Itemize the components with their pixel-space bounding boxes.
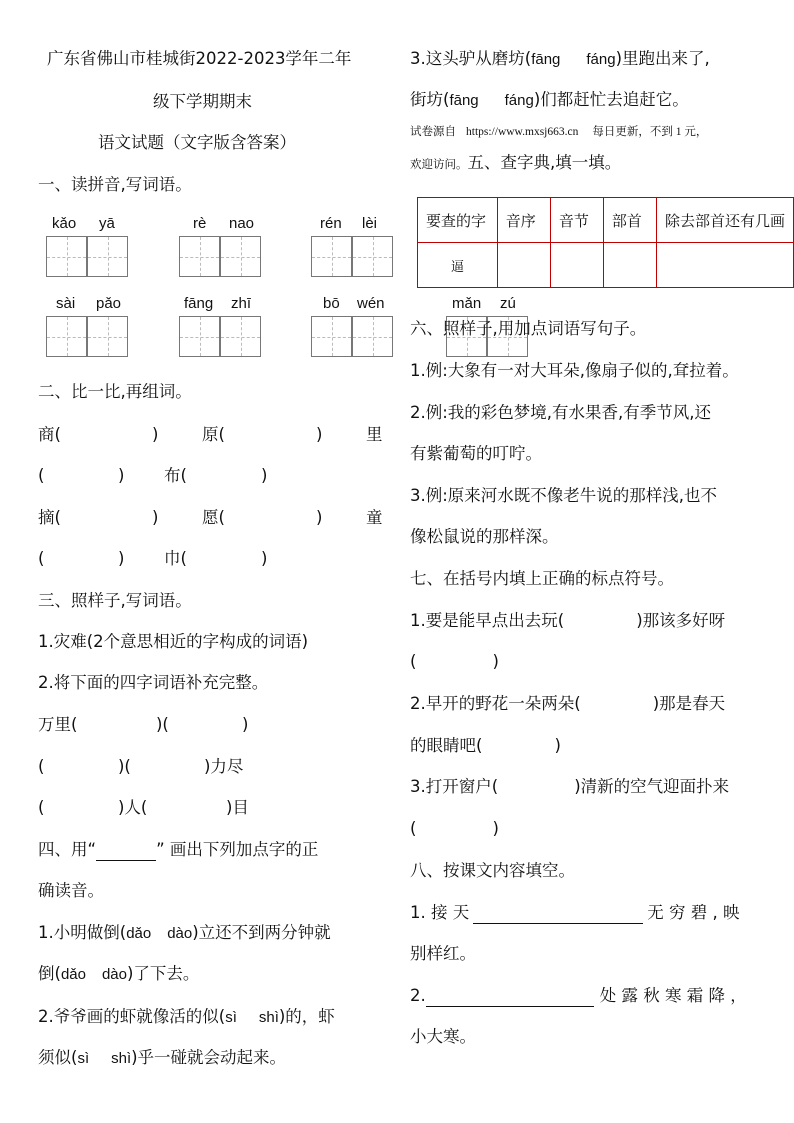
idiom-part: )( [156,715,169,734]
section-8-heading: 八、按课文内容填空。 [410,861,575,880]
pinyin-option[interactable]: sì [225,1009,237,1026]
paren-close: ) [492,819,499,838]
pinyin-label: nao [229,215,255,232]
ad-text: 试卷源自 [410,126,456,138]
text-segment: )那该多好呀 [636,611,726,630]
text-segment: )立还不到两分钟就 [192,923,331,942]
pinyin-option[interactable]: dào [101,966,127,983]
s8-q1-line-b: 别样红。 [410,944,476,963]
writing-grid-cell[interactable] [311,316,352,357]
pinyin-label: kǎo [52,215,77,232]
pinyin-label: wén [357,295,385,312]
char-prompt: 摘( [38,508,61,527]
s4-heading-part: ” 画出下列加点字的正 [156,840,319,859]
pinyin-label: bō [323,295,340,312]
writing-grid-cell[interactable] [220,316,261,357]
text-segment: 处 露 秋 寒 霜 降 ， [599,986,747,1005]
s7-q2-line-a [410,693,725,715]
idiom-part: )( [118,757,131,776]
char-prompt: 愿( [202,508,225,527]
table-header-cell: 除去部首还有几画 [656,198,793,243]
ad-text: 欢迎访问。 [410,159,468,171]
table-header-cell: 要查的字 [418,198,498,243]
s4-q3-line-b [410,89,689,112]
fill-blank-line[interactable] [426,988,594,1007]
s7-q3-line-a [410,776,729,798]
pinyin-option[interactable]: dào [167,925,193,942]
paren-open: ( [38,466,45,485]
paren-close: ) [261,466,268,485]
s4-q1-line-a [38,922,331,945]
text-segment: )那是春天 [652,694,726,713]
char-prompt: 巾( [164,549,187,568]
pinyin-option[interactable]: shì [258,1009,279,1026]
section-3-heading: 三、照样子,写词语。 [38,591,192,610]
text-segment: 3.这头驴从磨坊( [410,49,532,68]
writing-grid-cell[interactable] [46,236,87,277]
pinyin-label: zú [500,295,516,312]
s8-q1-line-a [410,902,739,924]
pinyin-option[interactable]: dǎo [60,966,86,983]
pinyin-label: fāng [184,295,214,312]
table-header-cell: 部首 [603,198,656,243]
paren-close: ) [118,549,125,568]
pinyin-label: mǎn [452,295,482,312]
char-prompt: 童 [366,508,383,527]
pinyin-label: sài [56,295,76,312]
title-line-2: 级下学期期末 [153,92,252,111]
section-4-heading [38,839,318,861]
ad-link[interactable]: https://www.mxsj663.cn [466,126,579,138]
writing-grid-cell[interactable] [220,236,261,277]
s4-q2-line-a [38,1006,335,1029]
title-line-3: 语文试题（文字版含答案） [98,133,296,152]
text-segment: 1. 接 天 [410,903,470,922]
s3-question-1: 1.灾难(2个意思相近的字构成的词语) [38,632,309,651]
writing-grid-cell[interactable] [46,316,87,357]
table-cell-answer[interactable] [550,243,603,288]
text-segment: 1.小明做倒( [38,923,127,942]
pinyin-label: yā [99,215,115,232]
pinyin-option[interactable]: shì [111,1050,132,1067]
pinyin-option[interactable]: dǎo [126,925,152,942]
text-segment: )的，虾 [278,1007,335,1026]
pinyin-label: rén [320,215,342,232]
paren-close: ) [118,466,125,485]
idiom-part: ) [242,715,249,734]
text-segment: )里跑出来了, [615,49,710,68]
s6-q3-line-a: 3.例:原来河水既不像老牛说的那样浅,也不 [410,486,718,505]
writing-grid-cell[interactable] [352,316,393,357]
text-segment: 街坊( [410,90,450,109]
idiom-part: )人( [118,798,148,817]
pinyin-option[interactable]: fāng [531,51,561,68]
table-header-cell: 音序 [497,198,550,243]
paren-close: ) [152,508,159,527]
section-2-heading: 二、比一比,再组词。 [38,382,192,401]
ad-line [410,121,707,143]
table-cell-answer[interactable] [656,243,793,288]
text-segment: 的眼睛吧( [410,736,483,755]
char-prompt: 布( [164,466,187,485]
paren-close: ) [261,549,268,568]
writing-grid-cell[interactable] [179,316,220,357]
writing-grid-cell[interactable] [87,236,128,277]
table-cell-char: 逼 [418,243,498,288]
section-1-heading: 一、读拼音,写词语。 [38,175,192,194]
table-row [418,243,794,288]
writing-grid-cell[interactable] [87,316,128,357]
s6-q1: 1.例:大象有一对大耳朵,像扇子似的,耷拉着。 [410,361,739,380]
paren-close: ) [316,508,323,527]
s8-q2-line-a [410,985,747,1007]
table-cell-answer[interactable] [497,243,550,288]
s3-question-2: 2.将下面的四字词语补充完整。 [38,673,269,692]
idiom-part: 万里( [38,715,78,734]
table-header-cell: 音节 [550,198,603,243]
ad-text: 每日更新，不到 1 元， [592,126,708,138]
s6-q3-line-b: 像松鼠说的那样深。 [410,527,559,546]
paren-close: ) [316,425,323,444]
text-segment: ) [554,736,561,755]
text-segment: 2.爷爷画的虾就像活的似( [38,1007,226,1026]
s7-q2-line-b [410,735,561,757]
text-segment: 须似( [38,1048,78,1067]
writing-grid-cell[interactable] [352,236,393,277]
s7-q3-line-b [410,818,499,840]
section-5-heading: 五、查字典,填一填。 [467,153,622,172]
pinyin-label: rè [193,215,207,232]
writing-grid-cell[interactable] [311,236,352,277]
writing-grid-cell[interactable] [179,236,220,277]
fill-blank-line[interactable] [473,905,643,924]
s4-heading-cont: 确读音。 [38,881,104,900]
table-cell-answer[interactable] [603,243,656,288]
idiom-part: )力尽 [204,757,244,776]
text-segment: 3.打开窗户( [410,777,499,796]
text-segment: )们都赶忙去追赶它。 [533,90,689,109]
pinyin-label: zhī [231,295,252,312]
char-prompt: 原( [202,425,225,444]
table-header-row [418,198,794,243]
paren-open: ( [38,549,45,568]
s6-q2-line-a: 2.例:我的彩色梦境,有水果香,有季节风,还 [410,403,712,422]
text-segment: 倒( [38,964,61,983]
text-segment: 2.早开的野花一朵两朵( [410,694,581,713]
s4-heading-part: 四、用“ [38,840,97,859]
s7-q1-line-a [410,610,725,632]
title-line-1: 广东省佛山市桂城街2022-2023学年二年 [47,49,352,68]
s4-q2-line-b [38,1047,286,1070]
pinyin-option[interactable]: fáng [586,51,616,68]
text-segment: )了下去。 [127,964,200,983]
paren-open: ( [410,652,417,671]
pinyin-label: lèi [362,215,378,232]
ad-and-s5-heading [410,152,621,176]
paren-close: ) [492,652,499,671]
idiom-part: ( [38,798,45,817]
idiom-part: ( [38,757,45,776]
s4-q1-line-b [38,963,199,986]
s8-q2-line-b: 小大寒。 [410,1027,476,1046]
char-prompt: 里 [366,425,383,444]
text-segment: )清新的空气迎面扑来 [574,777,730,796]
dictionary-table [417,197,794,288]
paren-open: ( [410,819,417,838]
text-segment: 无 穷 碧 , 映 [647,903,740,922]
pinyin-option[interactable]: sì [77,1050,90,1067]
pinyin-label: pǎo [96,295,122,312]
char-prompt: 商( [38,425,61,444]
text-segment: 2. [410,986,426,1005]
pinyin-option[interactable]: fāng [449,92,479,109]
section-6-heading: 六、照样子,用加点词语写句子。 [410,319,647,338]
section-7-heading: 七、在括号内填上正确的标点符号。 [410,569,674,588]
text-segment: 1.要是能早点出去玩( [410,611,565,630]
underline-sample [96,842,156,861]
s7-q1-line-b [410,651,499,673]
s4-q3-line-a [410,48,710,71]
pinyin-option[interactable]: fáng [504,92,534,109]
idiom-part: )目 [226,798,249,817]
text-segment: )乎一碰就会动起来。 [131,1048,287,1067]
paren-close: ) [152,425,159,444]
s6-q2-line-b: 有紫葡萄的叮咛。 [410,444,542,463]
